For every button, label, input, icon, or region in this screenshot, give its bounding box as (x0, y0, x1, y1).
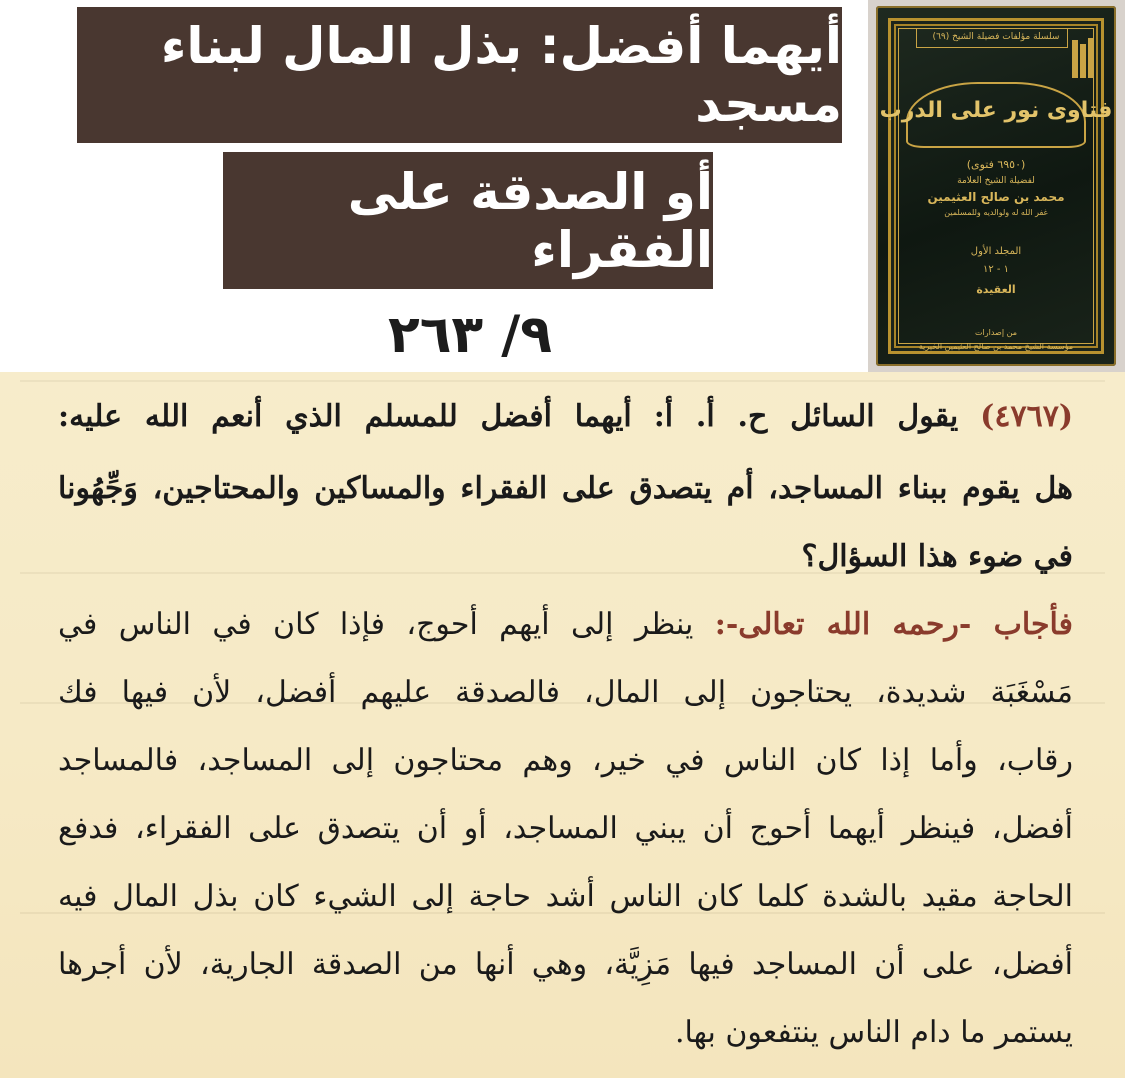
answer-lead: فأجاب -رحمه الله تعالى-: (714, 607, 1073, 642)
cover-publisher-prefix: من إصدارات (975, 328, 1017, 337)
cover-inner-frame (898, 28, 1094, 344)
books-icon (1068, 38, 1094, 78)
title-line-2: أو الصدقة على الفقراء (223, 152, 713, 289)
answer-line-2: مَسْغَبَة شديدة، يحتاجون إلى المال، فالصدقة عليهم أفضل، لأن فيها فك (58, 675, 1073, 710)
answer-line-4: أفضل، فينظر أيهما أحوج أن يبني المساجد، أو أن يتصدق على الفقراء، فدفع (58, 811, 1073, 846)
cover-title: فتاوى نور على الدرب (879, 98, 1113, 123)
answer-text: ينظر إلى أيهم أحوج، فإذا كان في الناس في (58, 607, 694, 642)
cover-range: ١ - ١٢ (982, 264, 1010, 275)
cover-series: سلسلة مؤلفات فضيلة الشيخ (٦٩) (932, 32, 1060, 42)
title-line-1: أيهما أفضل: بذل المال لبناء مسجد (77, 7, 842, 143)
book-cover (876, 6, 1116, 366)
question-text: أيهما أفضل للمسلم الذي أنعم الله عليه: (58, 399, 632, 434)
asker: يقول السائل ح. أ. أ: (653, 399, 959, 434)
cover-topic: العقيدة (976, 283, 1016, 296)
answer-line-5: الحاجة مقيد بالشدة كلما كان الناس أشد حاجة إلى الشيء كان بذل المال فيه (58, 879, 1073, 914)
answer-line-1 (58, 604, 1073, 646)
cover-author-prefix: لفضيلة الشيخ العلامة (957, 176, 1035, 186)
cover-author-note: غفر الله له ولوالديه وللمسلمين (944, 208, 1048, 217)
cover-author: محمد بن صالح العثيمين (927, 190, 1065, 204)
cover-count: (٦٩٥٠ فتوى) (966, 158, 1026, 171)
question-line-3: في ضوء هذا السؤال؟ (801, 539, 1073, 574)
answer-line-3: رقاب، وأما إذا كان الناس في خير، وهم محتاجون إلى المساجد، فالمساجد (58, 743, 1073, 778)
question-number: (٤٧٦٧) (980, 399, 1074, 434)
scanned-page (0, 372, 1125, 1078)
book-cover-image (868, 0, 1125, 372)
cover-publisher: مؤسسة الشيخ محمد بن صالح العثيمين الخيرية (918, 342, 1074, 351)
page-reference: ٩/ ٢٦٣ (387, 305, 553, 365)
cover-volume: المجلد الأول (970, 246, 1022, 257)
answer-line-6: أفضل، على أن المساجد فيها مَزِيَّة، وهي أنها من الصدقة الجارية، لأن أجرها (58, 947, 1073, 982)
question-line-1 (58, 396, 1073, 438)
question-line-2: هل يقوم ببناء المساجد، أم يتصدق على الفقراء والمساكين والمحتاجين، وَجِّهُونا (58, 471, 1073, 506)
bleed-through (20, 380, 1105, 382)
answer-line-7: يستمر ما دام الناس ينتفعون بها. (675, 1015, 1073, 1050)
